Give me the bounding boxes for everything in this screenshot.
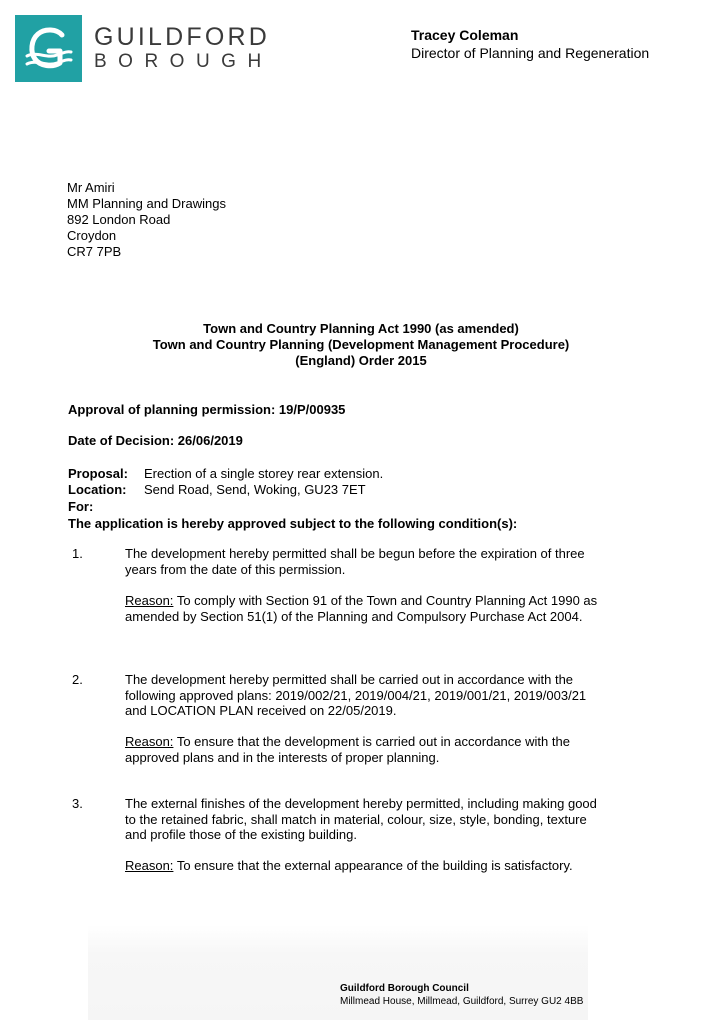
condition-reason [125, 858, 605, 874]
decision-date: Date of Decision: 26/06/2019 [68, 433, 243, 448]
for-row [68, 499, 144, 514]
signatory-title: Director of Planning and Regeneration [411, 45, 650, 61]
condition-number: 3. [72, 796, 83, 811]
conditions-heading: The application is hereby approved subject to the following condition(s): [68, 516, 518, 531]
guildford-logo-icon [15, 15, 82, 82]
reason-label: Reason: [125, 858, 174, 873]
proposal-value: Erection of a single storey rear extension. [144, 466, 384, 481]
address-line: 892 London Road [67, 212, 171, 227]
condition-reason [125, 734, 605, 765]
proposal-row [68, 466, 383, 481]
condition-text: The external finishes of the development hereby permitted, including making good to the retained fabric, shall match in material, colour, size, style, bonding, texture and profile those of the existing building. [125, 796, 597, 842]
act-heading-line: (England) Order 2015 [295, 353, 427, 368]
act-heading-line: Town and Country Planning (Development Management Procedure) [152, 337, 570, 352]
logo-text-guildford: GUILDFORD [94, 23, 271, 51]
reason-label: Reason: [125, 734, 174, 749]
condition-number: 1. [72, 546, 83, 561]
location-label: Location: [68, 482, 127, 497]
act-heading [0, 321, 722, 369]
act-heading-line: Town and Country Planning Act 1990 (as amended) [203, 321, 519, 336]
footer-address: Millmead House, Millmead, Guildford, Surrey GU2 4BB [340, 996, 584, 1007]
reason-text: To ensure that the external appearance of the building is satisfactory. [176, 858, 573, 873]
approval-reference: Approval of planning permission: 19/P/00935 [68, 402, 346, 417]
reason-text: To ensure that the development is carried out in accordance with the approved plans and in the interests of proper planning. [125, 734, 570, 765]
logo-text-borough: BOROUGH [94, 51, 273, 72]
condition-text: The development hereby permitted shall be carried out in accordance with the following approved plans: 2019/002/21, 2019/004/21, 2019/001/21, 2019/003/21 and LOCATION PLAN received on 22/05/2019. [125, 672, 587, 718]
address-line: MM Planning and Drawings [67, 196, 226, 211]
condition-text: The development hereby permitted shall be begun before the expiration of three years from the date of this permission. [125, 546, 585, 577]
for-label: For: [68, 499, 94, 514]
location-row [68, 482, 366, 497]
proposal-label: Proposal: [68, 466, 128, 481]
location-value: Send Road, Send, Woking, GU23 7ET [144, 482, 366, 497]
address-line: CR7 7PB [67, 244, 122, 259]
footer-council-name: Guildford Borough Council [340, 983, 469, 994]
recipient-address [67, 180, 226, 260]
reason-text: To comply with Section 91 of the Town and Country Planning Act 1990 as amended by Section 51(1) of the Planning and Compulsory Purchase Act 2004. [125, 593, 598, 624]
address-line: Croydon [67, 228, 117, 243]
condition-number: 2. [72, 672, 83, 687]
address-line: Mr Amiri [67, 180, 115, 195]
signatory-name: Tracey Coleman [411, 27, 519, 43]
condition-reason [125, 593, 605, 624]
reason-label: Reason: [125, 593, 174, 608]
